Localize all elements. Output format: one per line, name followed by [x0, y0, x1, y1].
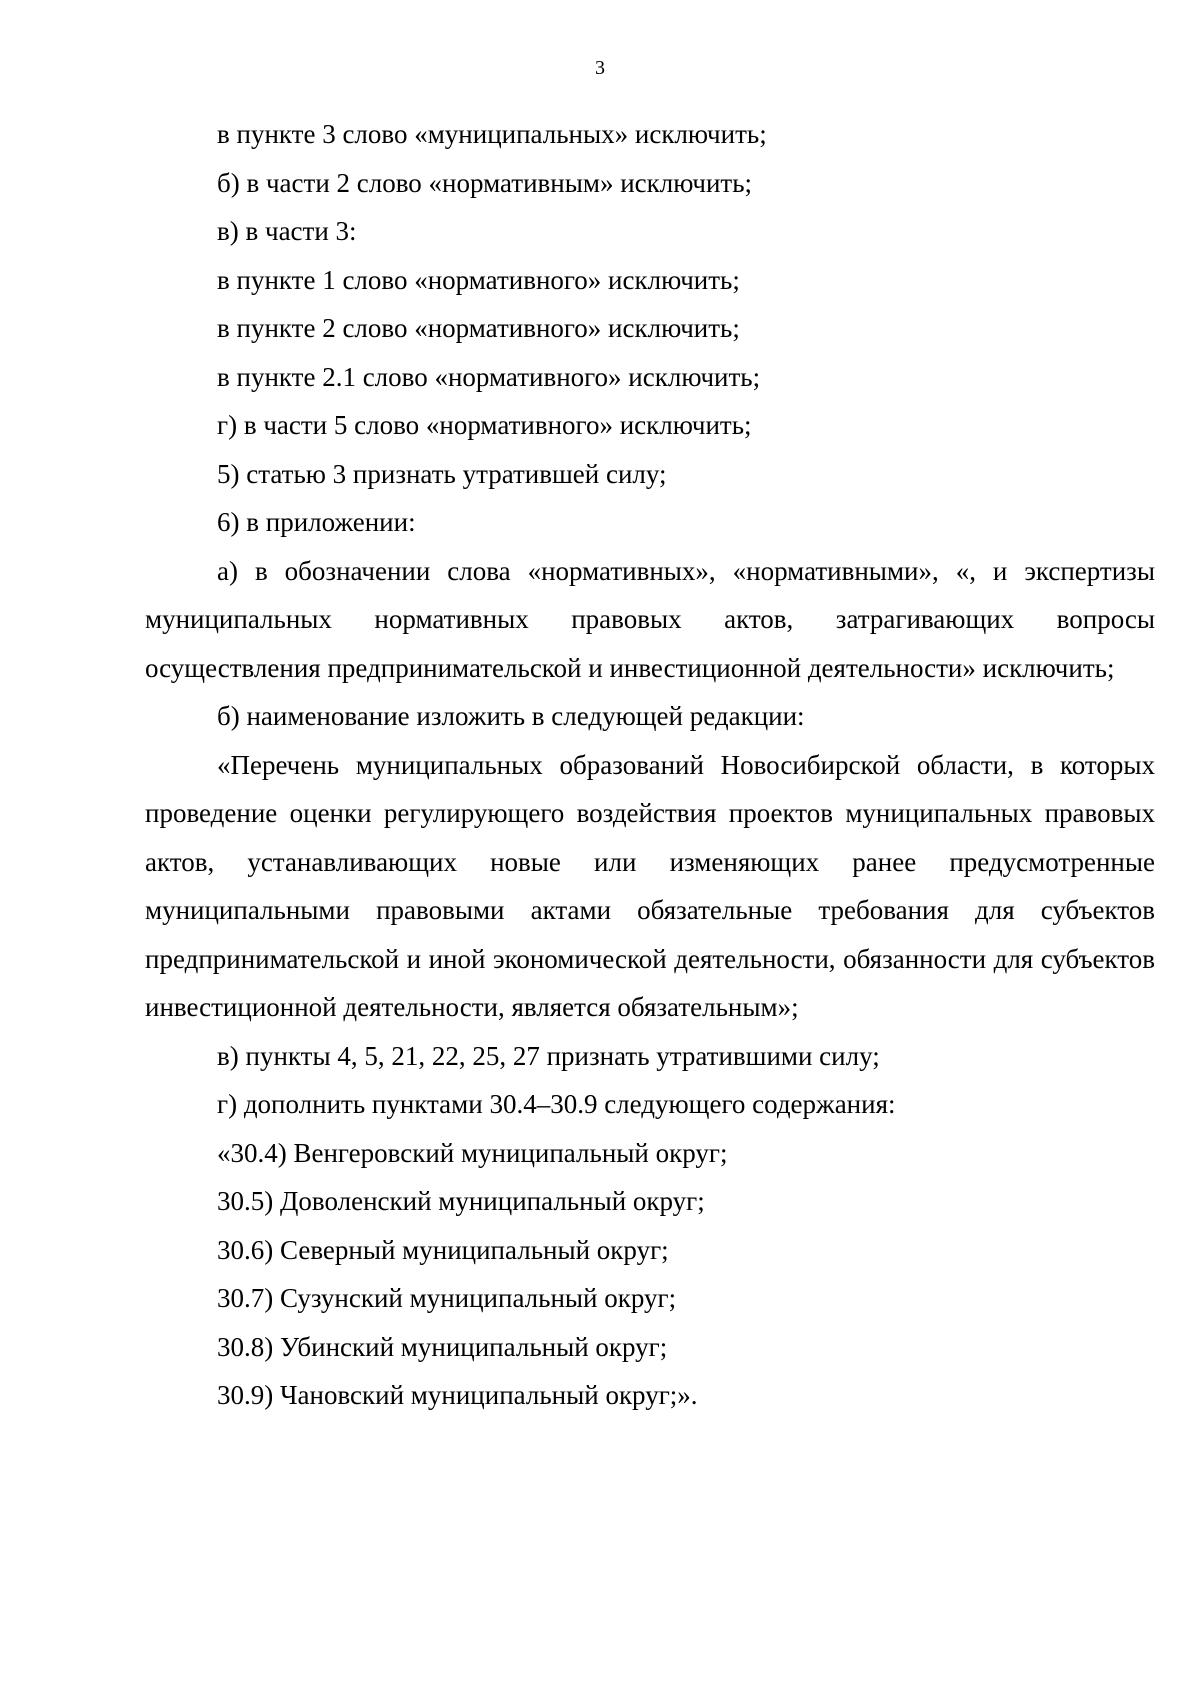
paragraph: б) в части 2 слово «нормативным» исключить;: [217, 167, 753, 198]
document-body: [145, 110, 1155, 1420]
page-number: 3: [595, 57, 605, 79]
paragraph: 30.9) Чановский муниципальный округ;».: [217, 1380, 698, 1410]
paragraph: 30.5) Доволенский муниципальный округ;: [217, 1186, 705, 1216]
paragraph: б) наименование изложить в следующей редакции:: [217, 701, 805, 731]
paragraph: г) в части 5 слово «нормативного» исключить;: [217, 410, 752, 440]
paragraph: 6) в приложении:: [217, 507, 416, 537]
paragraph: в) в части 3:: [217, 216, 357, 246]
paragraph: 30.6) Северный муниципальный округ;: [217, 1234, 669, 1265]
paragraph: в пункте 3 слово «муниципальных» исключить;: [217, 119, 767, 149]
paragraph: 30.7) Сузунский муниципальный округ;: [217, 1283, 677, 1313]
paragraph: в пункте 1 слово «нормативного» исключить;: [217, 264, 740, 295]
paragraph: в пункте 2.1 слово «нормативного» исключить;: [217, 361, 761, 392]
paragraph: 5) статью 3 признать утратившей силу;: [217, 458, 667, 489]
paragraph: г) дополнить пунктами 30.4–30.9 следующего содержания:: [217, 1089, 896, 1119]
paragraph: «30.4) Венгеровский муниципальный округ;: [217, 1137, 728, 1168]
paragraph: в пункте 2 слово «нормативного» исключить;: [217, 313, 740, 343]
paragraph: а) в обозначении слова «нормативных», «нормативными», «, и экспертизы муниципальных нормативных правовых актов, затрагивающих вопросы осуществления предпринимательской и инвестиционной деятельности» исключить;: [145, 555, 1155, 683]
paragraph: 30.8) Убинский муниципальный округ;: [217, 1331, 668, 1362]
paragraph: «Перечень муниципальных образований Новосибирской области, в которых проведение оценки регулирующего воздействия проектов муниципальных правовых актов, устанавливающих новые или изменяющих ранее предусмотренные муниципальными правовыми актами обязательные требования для субъектов предпринимательской и иной экономической деятельности, обязанности для субъектов инвестиционной деятельности, является обязательным»;: [145, 749, 1155, 1022]
paragraph: в) пункты 4, 5, 21, 22, 25, 27 признать утратившими силу;: [217, 1040, 880, 1071]
